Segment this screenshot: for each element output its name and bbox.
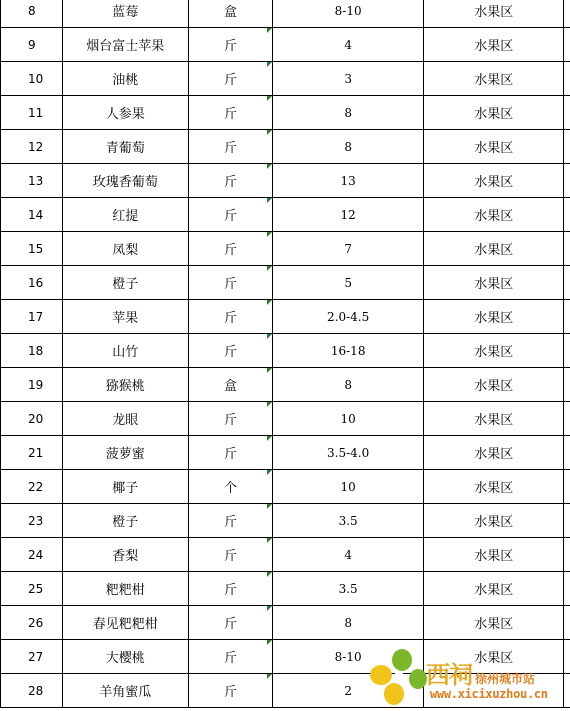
watermark-subtitle: 徐州城市站 [475,672,536,686]
price-cell[interactable]: 8-10 [273,640,424,674]
product-name-cell[interactable]: 山竹 [62,334,188,368]
table-row [1,198,570,232]
row-index-cell[interactable]: 19 [1,368,63,402]
table-row [1,28,570,62]
price-cell[interactable]: 3 [273,62,424,96]
unit-cell[interactable]: 个 [188,470,273,504]
row-index-cell[interactable]: 18 [1,334,63,368]
watermark-url: www.xicixuzhou.cn [430,687,548,701]
area-cell[interactable]: 水果区 [423,538,564,572]
price-cell[interactable]: 3.5 [273,504,424,538]
table-row [1,504,570,538]
area-cell[interactable]: 水果区 [423,0,564,28]
product-name-cell[interactable]: 龙眼 [62,402,188,436]
site-watermark [368,647,568,709]
unit-cell[interactable]: 斤 [188,198,273,232]
row-index-cell[interactable]: 10 [1,62,63,96]
price-cell[interactable]: 3.5 [273,572,424,606]
row-index-cell[interactable]: 13 [1,164,63,198]
row-index-cell[interactable]: 24 [1,538,63,572]
gutter-cell [564,164,570,198]
unit-cell[interactable]: 斤 [188,674,273,708]
table-row [1,266,570,300]
row-index-cell[interactable]: 9 [1,28,63,62]
unit-cell[interactable]: 斤 [188,266,273,300]
area-cell[interactable]: 水果区 [423,402,564,436]
area-cell[interactable]: 水果区 [423,96,564,130]
gutter-cell [564,28,570,62]
product-name-cell[interactable]: 蓝莓 [62,0,188,28]
table-body [1,0,570,708]
unit-cell[interactable]: 斤 [188,28,273,62]
gutter-cell [564,606,570,640]
price-cell[interactable]: 10 [273,470,424,504]
row-index-cell[interactable]: 15 [1,232,63,266]
watermark-title [426,655,535,690]
row-index-cell[interactable]: 28 [1,674,63,708]
table-row [1,606,570,640]
area-cell[interactable]: 水果区 [423,130,564,164]
price-cell[interactable]: 8 [273,606,424,640]
gutter-cell [564,538,570,572]
row-index-cell[interactable]: 22 [1,470,63,504]
gutter-cell [564,62,570,96]
unit-cell[interactable]: 斤 [188,232,273,266]
price-cell[interactable]: 4 [273,538,424,572]
product-name-cell[interactable]: 猕猴桃 [62,368,188,402]
table-row [1,402,570,436]
table-row [1,538,570,572]
price-cell[interactable]: 3.5-4.0 [273,436,424,470]
unit-cell[interactable]: 斤 [188,96,273,130]
price-cell[interactable]: 2 [273,674,424,708]
unit-cell[interactable]: 斤 [188,300,273,334]
unit-cell[interactable]: 斤 [188,62,273,96]
gutter-cell [564,266,570,300]
area-cell[interactable]: 水果区 [423,606,564,640]
product-name-cell[interactable]: 苹果 [62,300,188,334]
gutter-cell [564,198,570,232]
table-row [1,96,570,130]
table-row [1,334,570,368]
row-index-cell[interactable]: 16 [1,266,63,300]
area-cell[interactable]: 水果区 [423,572,564,606]
area-cell[interactable]: 水果区 [423,164,564,198]
gutter-cell [564,402,570,436]
price-cell[interactable]: 4 [273,28,424,62]
product-name-cell[interactable]: 香梨 [62,538,188,572]
area-cell[interactable]: 水果区 [423,504,564,538]
product-name-cell[interactable]: 凤梨 [62,232,188,266]
area-cell[interactable]: 水果区 [423,640,564,674]
price-cell[interactable]: 16-18 [273,334,424,368]
area-cell[interactable]: 水果区 [423,62,564,96]
gutter-cell [564,572,570,606]
row-index-cell[interactable]: 27 [1,640,63,674]
gutter-cell [564,470,570,504]
gutter-cell [564,0,570,28]
watermark-brand: 西祠 [426,660,472,689]
area-cell[interactable]: 水果区 [423,198,564,232]
price-cell[interactable]: 12 [273,198,424,232]
unit-cell[interactable]: 盒 [188,368,273,402]
unit-cell[interactable]: 盒 [188,0,273,28]
row-index-cell[interactable]: 21 [1,436,63,470]
unit-cell[interactable]: 斤 [188,130,273,164]
row-index-cell[interactable]: 26 [1,606,63,640]
area-cell[interactable]: 水果区 [423,436,564,470]
product-name-cell[interactable]: 玫瑰香葡萄 [62,164,188,198]
gutter-cell [564,130,570,164]
product-name-cell[interactable]: 油桃 [62,62,188,96]
unit-cell[interactable]: 斤 [188,572,273,606]
product-name-cell[interactable]: 粑粑柑 [62,572,188,606]
unit-cell[interactable]: 斤 [188,164,273,198]
unit-cell[interactable]: 斤 [188,538,273,572]
gutter-cell [564,96,570,130]
price-cell[interactable]: 7 [273,232,424,266]
price-cell[interactable]: 8-10 [273,0,424,28]
row-index-cell[interactable]: 14 [1,198,63,232]
gutter-cell [564,504,570,538]
gutter-cell [564,334,570,368]
product-name-cell[interactable]: 大樱桃 [62,640,188,674]
flower-logo-icon [368,647,428,709]
unit-cell[interactable]: 斤 [188,606,273,640]
product-name-cell[interactable]: 烟台富士苹果 [62,28,188,62]
table-row [1,130,570,164]
gutter-cell [564,436,570,470]
price-cell[interactable]: 10 [273,402,424,436]
product-name-cell[interactable]: 椰子 [62,470,188,504]
table-row [1,0,570,28]
unit-cell[interactable]: 斤 [188,640,273,674]
unit-cell[interactable]: 斤 [188,334,273,368]
table-row [1,300,570,334]
row-index-cell[interactable]: 25 [1,572,63,606]
gutter-cell [564,300,570,334]
product-name-cell[interactable]: 青葡萄 [62,130,188,164]
product-name-cell[interactable]: 羊角蜜瓜 [62,674,188,708]
gutter-cell [564,232,570,266]
table-row [1,470,570,504]
row-index-cell[interactable]: 12 [1,130,63,164]
table-row [1,164,570,198]
area-cell[interactable]: 水果区 [423,300,564,334]
area-cell[interactable]: 水果区 [423,368,564,402]
area-cell[interactable]: 水果区 [423,266,564,300]
row-index-cell[interactable]: 23 [1,504,63,538]
table-row [1,572,570,606]
row-index-cell[interactable]: 20 [1,402,63,436]
table-row [1,436,570,470]
area-cell[interactable]: 水果区 [423,334,564,368]
product-name-cell[interactable]: 春见粑粑柑 [62,606,188,640]
price-cell[interactable]: 13 [273,164,424,198]
product-name-cell[interactable]: 菠萝蜜 [62,436,188,470]
table-row [1,368,570,402]
table-row [1,232,570,266]
area-cell[interactable]: 水果区 [423,470,564,504]
product-name-cell[interactable]: 红提 [62,198,188,232]
price-cell[interactable]: 8 [273,96,424,130]
product-name-cell[interactable]: 橙子 [62,266,188,300]
price-cell[interactable]: 8 [273,130,424,164]
price-cell[interactable]: 2.0-4.5 [273,300,424,334]
unit-cell[interactable]: 斤 [188,402,273,436]
price-cell[interactable]: 8 [273,368,424,402]
product-name-cell[interactable]: 橙子 [62,504,188,538]
gutter-cell [564,368,570,402]
row-index-cell[interactable]: 8 [1,0,63,28]
row-index-cell[interactable]: 17 [1,300,63,334]
unit-cell[interactable]: 斤 [188,504,273,538]
table-row [1,62,570,96]
area-cell[interactable]: 水果区 [423,232,564,266]
product-name-cell[interactable]: 人参果 [62,96,188,130]
price-cell[interactable]: 5 [273,266,424,300]
area-cell[interactable]: 水果区 [423,28,564,62]
row-index-cell[interactable]: 11 [1,96,63,130]
unit-cell[interactable]: 斤 [188,436,273,470]
